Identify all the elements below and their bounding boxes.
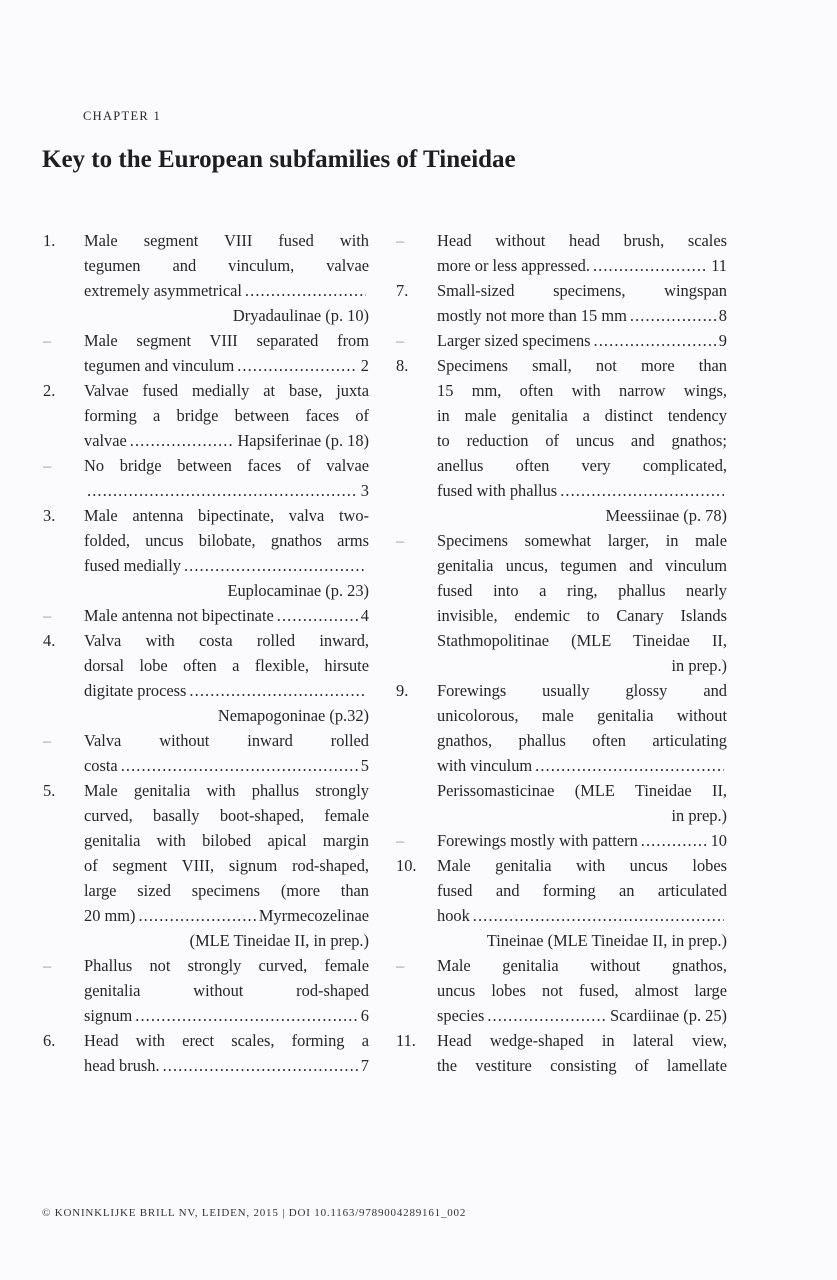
entry-line-text: fused medially — [84, 556, 181, 575]
dot-leader — [594, 328, 716, 353]
entry-number: – — [396, 956, 405, 975]
dot-leader — [630, 303, 716, 328]
entry-text — [437, 278, 727, 328]
entry-line — [84, 603, 369, 628]
entry-line — [437, 753, 727, 778]
entry-line-text: more or less appressed. — [437, 256, 590, 275]
entry-line: Forewings usually glossy and — [437, 681, 727, 700]
key-entry — [42, 603, 369, 628]
entry-number: – — [43, 331, 52, 350]
entry-number: 1. — [43, 231, 56, 250]
entry-line — [84, 478, 369, 503]
dot-leader — [560, 478, 724, 503]
entry-number: 4. — [43, 631, 56, 650]
key-entry — [42, 378, 369, 453]
entry-text — [437, 353, 727, 528]
entry-number: 6. — [43, 1031, 56, 1050]
key-entry — [42, 228, 369, 328]
entry-line: Head wedge-shaped in lateral view, — [437, 1031, 727, 1050]
entry-line: No bridge between faces of valvae — [84, 456, 369, 475]
entry-line: Male segment VIII fused with — [84, 231, 369, 250]
entry-line: to reduction of uncus and gnathos; — [437, 431, 727, 450]
entry-line: in male genitalia a distinct tendency — [437, 406, 727, 425]
entry-line: Euplocaminae (p. 23) — [227, 581, 369, 600]
entry-line: Nemapogoninae (p.32) — [217, 706, 369, 725]
dot-leader — [535, 753, 724, 778]
footer-copyright-doi: © KONINKLIJKE BRILL NV, LEIDEN, 2015 | DOI 10.1163/9789004289161_002 — [42, 1207, 467, 1219]
entry-line: Valva with costa rolled inward, — [84, 631, 369, 650]
entry-text — [84, 378, 369, 453]
key-entry — [395, 853, 727, 953]
entry-line: the vestiture consisting of lamellate — [437, 1056, 727, 1075]
entry-line: genitalia uncus, tegumen and vinculum — [437, 556, 727, 575]
dot-leader — [189, 678, 366, 703]
entry-line: Male genitalia with uncus lobes — [437, 856, 727, 875]
entry-line-text: species — [437, 1006, 485, 1025]
entry-line — [84, 1053, 369, 1078]
entry-line — [437, 903, 727, 928]
entry-text — [84, 603, 369, 628]
dot-leader — [473, 903, 724, 928]
entry-text — [84, 628, 369, 728]
entry-line — [84, 278, 369, 303]
entry-text — [437, 828, 727, 853]
key-entry — [42, 953, 369, 1028]
entry-target: 10 — [710, 831, 727, 850]
entry-number: – — [43, 731, 52, 750]
entry-line: Male antenna bipectinate, valva two- — [84, 506, 369, 525]
entry-text — [437, 328, 727, 353]
entry-number: – — [43, 606, 52, 625]
entry-line: Head with erect scales, forming a — [84, 1031, 369, 1050]
entry-number: 5. — [43, 781, 56, 800]
entry-text — [437, 853, 727, 953]
entry-line-text: mostly not more than 15 mm — [437, 306, 627, 325]
entry-text — [84, 1028, 369, 1078]
entry-line — [84, 678, 369, 703]
entry-number: 9. — [396, 681, 409, 700]
chapter-label: CHAPTER 1 — [83, 109, 162, 123]
entry-line: 15 mm, often with narrow wings, — [437, 381, 727, 400]
dot-leader — [277, 603, 358, 628]
key-entry — [395, 228, 727, 278]
dot-leader — [237, 353, 358, 378]
entry-line: large sized specimens (more than — [84, 881, 369, 900]
entry-line — [437, 828, 727, 853]
entry-line — [437, 1003, 727, 1028]
entry-line-text: Male antenna not bipectinate — [84, 606, 274, 625]
entry-number: – — [396, 231, 405, 250]
key-entry — [395, 278, 727, 328]
entry-line: forming a bridge between faces of — [84, 406, 369, 425]
entry-text — [84, 953, 369, 1028]
entry-line-text: 20 mm) — [84, 906, 136, 925]
key-entry — [395, 1028, 727, 1078]
entry-line — [437, 328, 727, 353]
dot-leader — [163, 1053, 358, 1078]
entry-line-text: hook — [437, 906, 470, 925]
dot-leader — [135, 1003, 358, 1028]
entry-number: – — [396, 331, 405, 350]
entry-line: unicolorous, male genitalia without — [437, 706, 727, 725]
entry-line: Small-sized specimens, wingspan — [437, 281, 727, 300]
entry-target: Hapsiferinae (p. 18) — [237, 431, 369, 450]
key-entry — [395, 353, 727, 528]
entry-line — [84, 353, 369, 378]
entry-line: Specimens somewhat larger, in male — [437, 531, 727, 550]
entry-text — [84, 453, 369, 503]
key-entry — [395, 528, 727, 678]
key-entry — [42, 778, 369, 953]
dot-leader — [641, 828, 708, 853]
page-title: Key to the European subfamilies of Tineidae — [42, 146, 516, 173]
entry-line: of segment VIII, signum rod-shaped, — [84, 856, 369, 875]
entry-number: – — [43, 456, 52, 475]
entry-line: in prep.) — [671, 806, 727, 825]
entry-text — [84, 228, 369, 328]
entry-line: Tineinae (MLE Tineidae II, in prep.) — [486, 931, 727, 950]
entry-line: Male genitalia without gnathos, — [437, 956, 727, 975]
entry-line: Valva without inward rolled — [84, 731, 369, 750]
entry-line: Stathmopolitinae (MLE Tineidae II, — [437, 631, 727, 650]
entry-number: 11. — [396, 1031, 416, 1050]
key-entry — [42, 1028, 369, 1078]
entry-line-text: costa — [84, 756, 118, 775]
key-entry — [395, 678, 727, 828]
entry-text — [437, 953, 727, 1028]
entry-number: 2. — [43, 381, 56, 400]
entry-line: tegumen and vinculum, valvae — [84, 256, 369, 275]
key-entry — [42, 628, 369, 728]
entry-line: Meessiinae (p. 78) — [605, 506, 727, 525]
entry-number: – — [396, 531, 405, 550]
entry-line-text: extremely asymmetrical — [84, 281, 242, 300]
entry-number: – — [396, 831, 405, 850]
entry-line: fused and forming an articulated — [437, 881, 727, 900]
entry-line: Valvae fused medially at base, juxta — [84, 381, 369, 400]
entry-target: 7 — [360, 1056, 369, 1075]
entry-text — [437, 228, 727, 278]
entry-line: Head without head brush, scales — [437, 231, 727, 250]
entry-line-text: Larger sized specimens — [437, 331, 591, 350]
key-entry — [42, 328, 369, 378]
entry-line-text: head brush. — [84, 1056, 160, 1075]
dot-leader — [121, 753, 358, 778]
entry-line — [84, 903, 369, 928]
entry-number: 3. — [43, 506, 56, 525]
dot-leader — [487, 1003, 607, 1028]
entry-line — [84, 1003, 369, 1028]
entry-line: Male segment VIII separated from — [84, 331, 369, 350]
entry-line: (MLE Tineidae II, in prep.) — [189, 931, 369, 950]
entry-line: uncus lobes not fused, almost large — [437, 981, 727, 1000]
entry-line: folded, uncus bilobate, gnathos arms — [84, 531, 369, 550]
entry-line — [84, 753, 369, 778]
entry-line: Male genitalia with phallus strongly — [84, 781, 369, 800]
entry-target: 5 — [360, 756, 369, 775]
entry-number: 8. — [396, 356, 409, 375]
key-entry — [42, 453, 369, 503]
dot-leader — [184, 553, 366, 578]
entry-text — [437, 678, 727, 828]
entry-number: 7. — [396, 281, 409, 300]
entry-line-text: with vinculum — [437, 756, 533, 775]
entry-text — [84, 503, 369, 603]
entry-line — [437, 253, 727, 278]
entry-line: Perissomasticinae (MLE Tineidae II, — [437, 781, 727, 800]
key-entry — [395, 953, 727, 1028]
entry-target: Scardiinae (p. 25) — [610, 1006, 727, 1025]
entry-line — [84, 428, 369, 453]
key-column-right — [395, 228, 727, 1078]
entry-text — [84, 728, 369, 778]
entry-line: invisible, endemic to Canary Islands — [437, 606, 727, 625]
entry-line: genitalia without rod-shaped — [84, 981, 369, 1000]
key-entry — [395, 328, 727, 353]
entry-line — [437, 478, 727, 503]
entry-line: Specimens small, not more than — [437, 356, 727, 375]
key-entry — [42, 503, 369, 603]
dot-leader — [130, 428, 235, 453]
entry-line-text: digitate process — [84, 681, 187, 700]
entry-line — [84, 553, 369, 578]
entry-line: genitalia with bilobed apical margin — [84, 831, 369, 850]
entry-line — [437, 303, 727, 328]
entry-line: anellus often very complicated, — [437, 456, 727, 475]
entry-line: in prep.) — [671, 656, 727, 675]
dot-leader — [593, 253, 708, 278]
entry-target: 8 — [718, 306, 727, 325]
entry-line: Phallus not strongly curved, female — [84, 956, 369, 975]
entry-line: curved, basally boot-shaped, female — [84, 806, 369, 825]
entry-target: 3 — [360, 481, 369, 500]
entry-target: 11 — [711, 256, 727, 275]
entry-text — [437, 528, 727, 678]
entry-target: 2 — [360, 356, 369, 375]
entry-line: fused into a ring, phallus nearly — [437, 581, 727, 600]
entry-line-text: fused with phallus — [437, 481, 558, 500]
entry-number: 10. — [396, 856, 417, 875]
dot-leader — [138, 903, 255, 928]
entry-line-text: signum — [84, 1006, 133, 1025]
entry-line-text: tegumen and vinculum — [84, 356, 235, 375]
entry-text — [84, 328, 369, 378]
key-entry — [42, 728, 369, 778]
entry-line: gnathos, phallus often articulating — [437, 731, 727, 750]
entry-line: dorsal lobe often a flexible, hirsute — [84, 656, 369, 675]
dot-leader — [87, 478, 358, 503]
entry-target: Myrmecozelinae — [258, 906, 369, 925]
entry-target: 4 — [360, 606, 369, 625]
entry-target: 9 — [718, 331, 727, 350]
entry-line-text: valvae — [84, 431, 127, 450]
entry-line: Dryadaulinae (p. 10) — [232, 306, 369, 325]
entry-target: 6 — [360, 1006, 369, 1025]
entry-number: – — [43, 956, 52, 975]
entry-line-text: Forewings mostly with pattern — [437, 831, 638, 850]
key-column-left — [42, 228, 369, 1078]
entry-text — [84, 778, 369, 953]
entry-text — [437, 1028, 727, 1078]
dot-leader — [245, 278, 366, 303]
key-entry — [395, 828, 727, 853]
